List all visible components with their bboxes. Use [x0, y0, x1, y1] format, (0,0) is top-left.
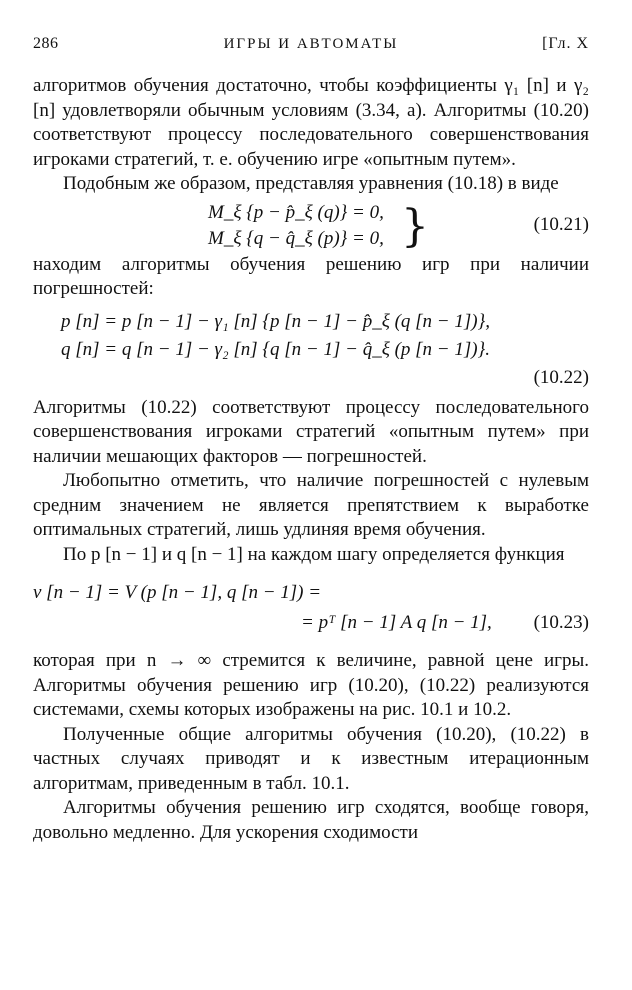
running-title: ИГРЫ И АВТОМАТЫ — [223, 36, 399, 52]
equation-number-10-23: (10.23) — [533, 612, 589, 633]
page-header — [33, 32, 589, 56]
equation-10-23 — [33, 581, 589, 639]
paragraph-1: алгоритмов обучения достаточно, чтобы коэффициенты γ₁ [n] и γ₂ [n] удовлетворяли обычным условиям (3.34, а). Алгоритмы (10.20) соответствуют процессу последовательного совершенствования игроками стратегий, т. е. обучению игре «опытным путем». — [33, 75, 589, 170]
paragraph-4: Алгоритмы (10.22) соответствуют процессу последовательного совершенствования игроками стратегий «опытным путем» при наличии мешающих факторов — погрешностей. — [33, 396, 589, 467]
equation-10-21 — [33, 199, 589, 253]
page-body — [33, 74, 589, 845]
paragraph-3: находим алгоритмы обучения решению игр при наличии погрешностей: — [33, 253, 589, 299]
paragraph-2: Подобным же образом, представляя уравнения (10.18) в виде — [63, 173, 559, 194]
equation-10-23-line-1: v [n − 1] = V (p [n − 1], q [n − 1]) = — [33, 582, 322, 603]
paragraph-6: По p [n − 1] и q [n − 1] на каждом шагу определяется функция — [63, 543, 565, 565]
paragraph-8: Полученные общие алгоритмы обучения (10.20), (10.22) в частных случаях приводят и к известным итерационным алгоритмам, приведенным в табл. 10.1. — [33, 723, 589, 794]
equation-10-22 — [33, 310, 589, 390]
equation-10-22-line-1: p [n] = p [n − 1] − γ₁ [n] {p [n − 1] − p̂_ξ (q [n − 1])}, — [61, 310, 490, 332]
chapter-marker: [Гл. X — [542, 35, 589, 52]
equation-10-21-line-2: M_ξ {q − q̂_ξ (p)} = 0, — [208, 227, 384, 249]
equation-10-21-line-1: M_ξ {p − p̂_ξ (q)} = 0, — [208, 201, 384, 223]
equation-number-10-22: (10.22) — [533, 366, 589, 388]
right-brace-icon: } — [401, 200, 429, 252]
paragraph-7: которая при n → ∞ стремится к величине, равной цене игры. Алгоритмы обучения решению игр (10.20), (10.22) реализуются системами, схемы которых изображены на рис. 10.1 и 10.2. — [33, 650, 589, 720]
equation-10-22-line-2: q [n] = q [n − 1] − γ₂ [n] {q [n − 1] − q̂_ξ (p [n − 1])}. — [61, 338, 490, 360]
paragraph-5: Любопытно отметить, что наличие погрешностей с нулевым средним значением не является препятствием к выработке оптимальных стратегий, лишь удлиняя время обучения. — [33, 470, 589, 540]
page-number: 286 — [33, 35, 59, 52]
paragraph-9: Алгоритмы обучения решению игр сходятся, вообще говоря, довольно медленно. Для ускорения сходимости — [33, 797, 589, 843]
equation-10-23-line-2: = pᵀ [n − 1] A q [n − 1], — [301, 612, 492, 633]
equation-number-10-21: (10.21) — [533, 213, 589, 235]
